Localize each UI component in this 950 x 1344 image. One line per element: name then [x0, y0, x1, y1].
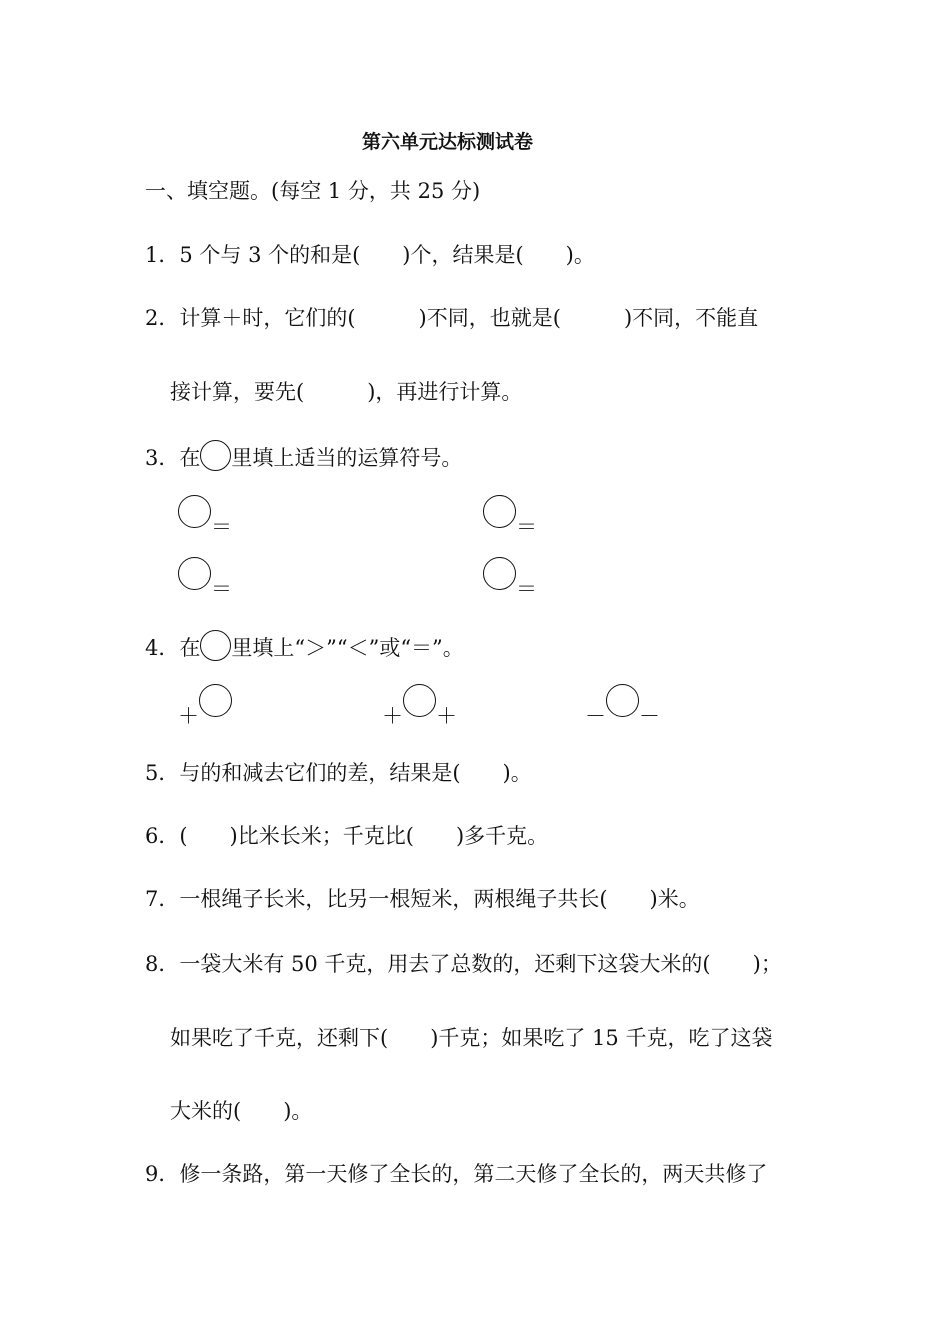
q3-item-3: [178, 557, 232, 600]
equals-sign: ＝: [211, 515, 232, 539]
question-8-line-2: 如果吃了千克，还剩下( )千克；如果吃了 15 千克，吃了这袋: [170, 1026, 773, 1050]
question-2-line-1: 2．计算＋时，它们的( )不同，也就是( )不同，不能直: [145, 306, 759, 330]
answer-circle-icon: [606, 684, 639, 717]
answer-circle-icon: [200, 630, 231, 661]
q3-item-4: [483, 557, 537, 600]
question-7: 7．一根绳子长米，比另一根短米，两根绳子共长( )米。: [145, 887, 700, 911]
q4-item-1: [178, 684, 232, 727]
section-heading: 一、填空题。(每空 1 分，共 25 分): [145, 179, 481, 203]
q4-item-3: [585, 684, 660, 727]
q3-item-1: [178, 495, 232, 538]
answer-circle-icon: [199, 684, 232, 717]
question-8-line-3: 大米的( )。: [170, 1099, 313, 1123]
equals-sign: ＝: [211, 577, 232, 601]
answer-circle-icon: [483, 495, 516, 528]
answer-circle-icon: [178, 495, 211, 528]
question-9: 9．修一条路，第一天修了全长的，第二天修了全长的，两天共修了: [145, 1162, 768, 1186]
question-4-suffix: 里填上“＞”“＜”或“＝”。: [231, 636, 464, 660]
question-1: 1．5 个与 3 个的和是( )个，结果是( )。: [145, 243, 595, 267]
equals-sign: ＝: [516, 515, 537, 539]
page-title: 第六单元达标测试卷: [362, 131, 534, 153]
minus-sign: －: [639, 704, 660, 728]
answer-circle-icon: [483, 557, 516, 590]
minus-sign: －: [585, 704, 606, 728]
answer-circle-icon: [403, 684, 436, 717]
equals-sign: ＝: [516, 577, 537, 601]
question-6: 6．( )比米长米；千克比( )多千克。: [145, 824, 549, 848]
question-4: [145, 630, 464, 661]
question-3-prefix: 3．在: [145, 446, 201, 470]
question-2-line-2: 接计算，要先( )，再进行计算。: [170, 380, 523, 404]
plus-sign: ＋: [382, 704, 403, 728]
question-4-prefix: 4．在: [145, 636, 201, 660]
plus-sign: ＋: [436, 704, 457, 728]
q3-item-2: [483, 495, 537, 538]
plus-sign: ＋: [178, 704, 199, 728]
answer-circle-icon: [178, 557, 211, 590]
answer-circle-icon: [200, 440, 231, 471]
question-3-suffix: 里填上适当的运算符号。: [231, 446, 463, 470]
question-3: [145, 440, 462, 471]
q4-item-2: [382, 684, 457, 727]
question-5: 5．与的和减去它们的差，结果是( )。: [145, 761, 532, 785]
question-8-line-1: 8．一袋大米有 50 千克，用去了总数的，还剩下这袋大米的( )；: [145, 952, 782, 976]
